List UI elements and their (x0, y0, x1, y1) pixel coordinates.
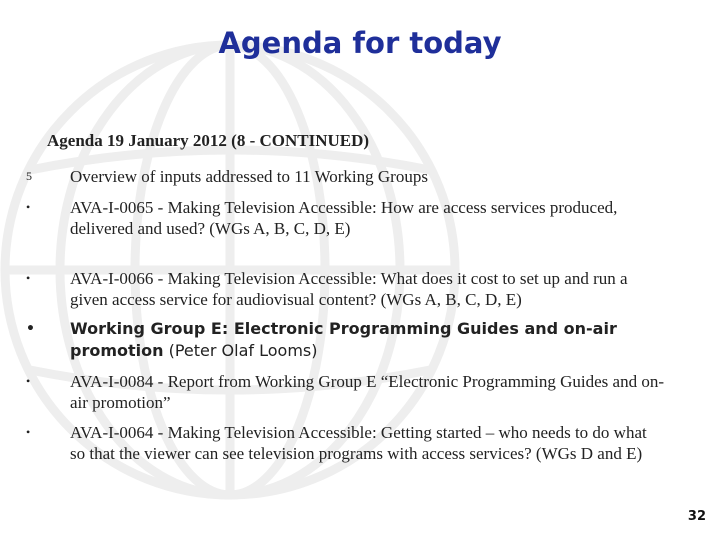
item-text: AVA-I-0066 - Making Television Accessible: What does it cost to set up and run a given access service for audiovisual content? (WGs A, B, C, D, E) (70, 269, 628, 309)
bullet: • (26, 425, 31, 439)
agenda-item-ava-i-0084 (26, 371, 666, 413)
item-text: AVA-I-0084 - Report from Working Group E “Electronic Programming Guides and on-air promotion” (70, 372, 664, 412)
bullet: • (26, 200, 31, 214)
bullet: • (26, 374, 31, 388)
page-number: 32 (687, 509, 706, 524)
item-text (70, 318, 666, 362)
item-text-presenter: (Peter Olaf Looms) (163, 341, 318, 360)
item-text-bold: Working Group E: Electronic Programming Guides and on-air promotion (70, 319, 617, 360)
agenda-item-overview (26, 166, 666, 187)
item-number: 5 (26, 169, 32, 183)
agenda-heading: Agenda 19 January 2012 (8 - CONTINUED) (47, 131, 370, 150)
item-text: AVA-I-0064 - Making Television Accessible: Getting started – who needs to do what so that the viewer can see television programs with access services? (WGs D and E) (70, 423, 647, 463)
item-text: Overview of inputs addressed to 11 Working Groups (70, 167, 428, 186)
bullet: • (26, 271, 31, 285)
item-text: AVA-I-0065 - Making Television Accessible: How are access services produced, delivered and used? (WGs A, B, C, D, E) (70, 198, 618, 238)
slide-title: Agenda for today (218, 26, 502, 60)
agenda-item-ava-i-0064 (26, 422, 666, 464)
bullet: • (26, 321, 35, 337)
agenda-item-ava-i-0065 (26, 197, 666, 239)
agenda-item-working-group-e (26, 318, 666, 362)
agenda-item-ava-i-0066 (26, 268, 666, 310)
